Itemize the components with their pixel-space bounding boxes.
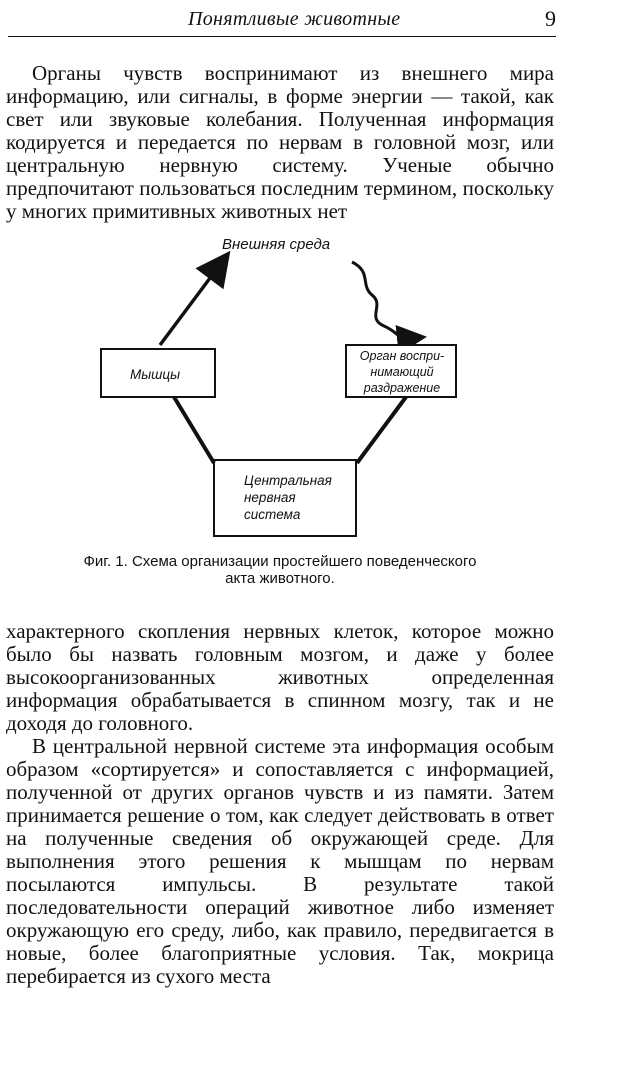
receptor-label-line: раздражение <box>363 381 441 395</box>
receptor-label-line: нимающий <box>370 365 434 379</box>
paragraph-1: Органы чувств воспринимают из внешнего мира информацию, или сигналы, в форме энергии — такой, как свет или звуковые колебания. Полученная информация кодируется и передается по нервам в головной мозг, или центральную нервную систему. Ученые обычно предпочитают пользоваться последним термином, поскольку у многих примитивных животных нет <box>6 61 554 223</box>
caption-line-1: Фиг. 1. Схема организации простейшего поведенческого <box>83 553 477 570</box>
figure-caption <box>30 553 530 587</box>
paragraph-3: В центральной нервной системе эта информация особым образом «сортируется» и сопоставляется с информацией, полученной от других органов чувств и из памяти. Затем принимается решение о том, как следует действовать в ответ на полученные сведения об окружающей среде. Для выполнения этого решения к мышцам по нервам посылаются импульсы. В результате такой последовательности операций животное либо изменяет окружающую его среду, либо, как правило, передвигается в новые, более благоприятные условия. Так, мокрица перебирается из сухого места <box>6 734 554 988</box>
receptor-label-line: Орган воспри- <box>359 349 445 363</box>
page-number: 9 <box>545 6 556 31</box>
cns-label <box>244 472 332 523</box>
paragraph-2: характерного скопления нервных клеток, которое можно было бы назвать головным мозгом, и даже у более высокоорганизованных животных определенная информация обрабатывается в спинном мозгу, так и не доходя до головного. <box>6 619 554 735</box>
cns-label-line: система <box>244 507 301 522</box>
environment-label: Внешняя среда <box>222 236 331 253</box>
receptor-label <box>350 348 454 396</box>
cns-label-line: Центральная <box>244 473 332 488</box>
caption-line-2: акта животного. <box>225 570 335 587</box>
stimulus-wavy-arrow <box>352 262 415 338</box>
line-muscles-to-cns <box>174 397 214 463</box>
cns-label-line: нервная <box>244 490 296 505</box>
muscles-label: Мышцы <box>130 367 181 382</box>
running-title: Понятливые животные <box>188 8 401 30</box>
arrow-muscles-to-environment <box>160 262 222 345</box>
line-receptor-to-cns <box>357 397 406 463</box>
